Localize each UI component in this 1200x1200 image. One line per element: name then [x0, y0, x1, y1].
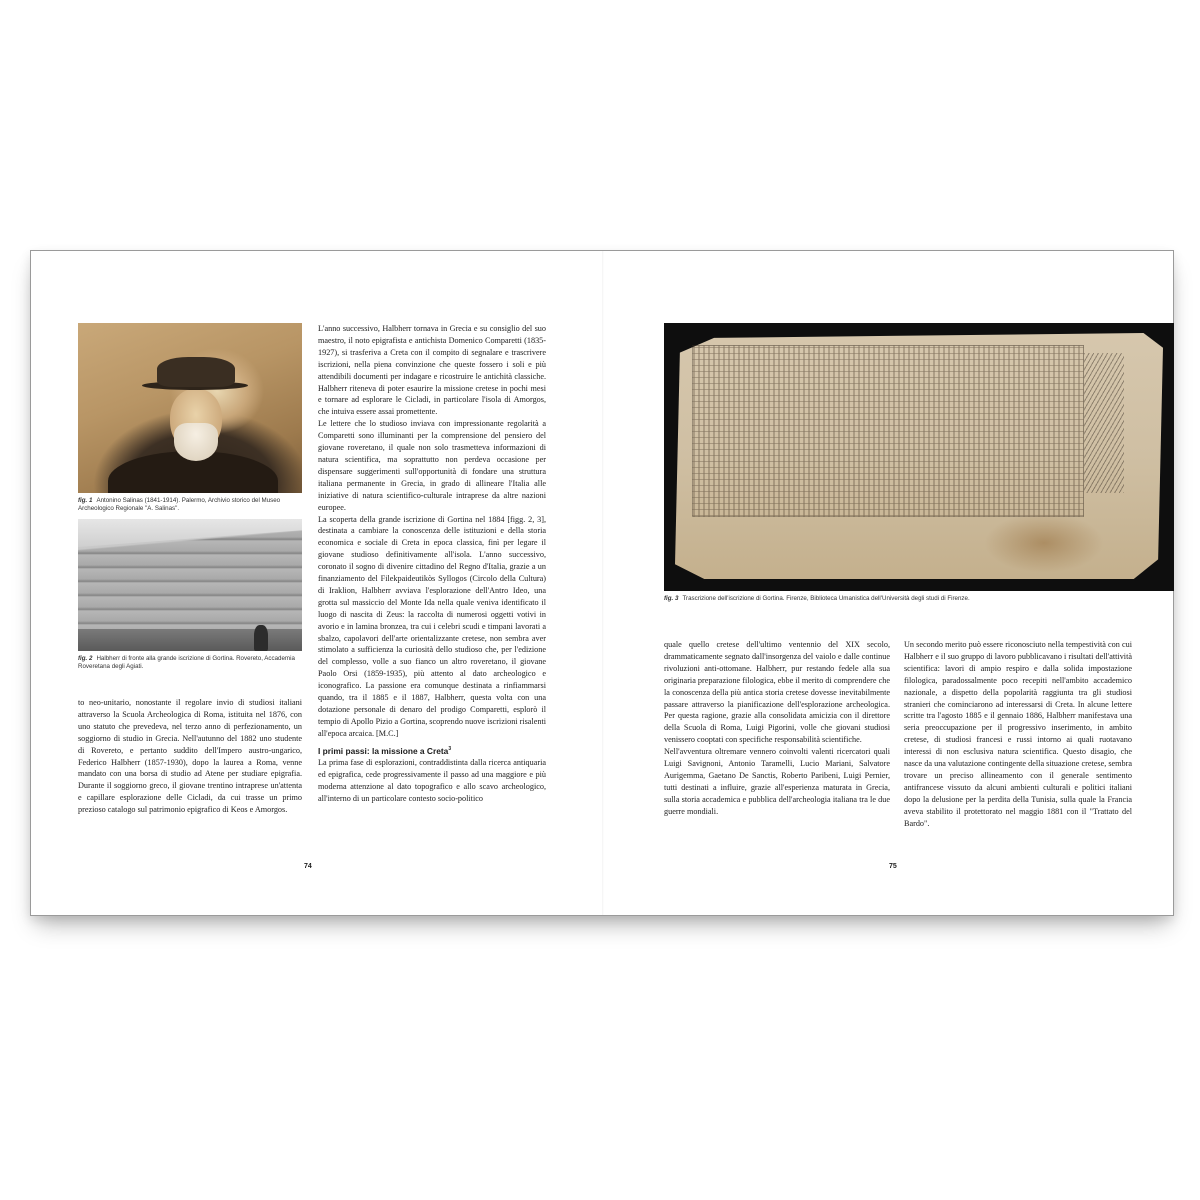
photo-gortina-wall — [78, 519, 302, 651]
left-col2-paragraph-1: L'anno successivo, Halbherr tornava in Grecia e su consiglio del suo maestro, il noto epigrafista e antichista Domenico Comparetti (1835-1927), si trasferiva a Creta con il compito di segnalare e trascrivere iscrizioni, nella piena convinzione che queste fossero i soli e più attendibili documenti per indagare e ricostruire le antichità classiche. Halbherr riteneva di poter esaurire la missione cretese in pochi mesi e tornare ad esplorare le Cicladi, in particolare l'isola di Amorgos, che intuiva essere assai promettente. — [318, 324, 546, 417]
fig1-caption — [78, 497, 302, 512]
left-col2-paragraph-4: La prima fase di esplorazioni, contraddistinta dalla ricerca antiquaria ed epigrafica, cede progressivamente il passo ad una maggiore e più moderna attenzione al dato topografico e allo scavo archeologico, all'interno di un particolare contesto socio-politico — [318, 758, 546, 804]
photo-gortina-transcription — [664, 323, 1174, 591]
fig3-caption-label: fig. 3 — [664, 595, 679, 602]
fig2-caption-label: fig. 2 — [78, 655, 93, 662]
section-heading-text: I primi passi: la missione a Creta — [318, 745, 449, 756]
left-column-1-text — [78, 697, 302, 816]
fig2-caption-text: Halbherr di fronte alla grande iscrizione di Gortina. Rovereto, Accademia Roveretana degli Agiati. — [78, 655, 295, 670]
section-heading — [318, 744, 546, 758]
left-col1-paragraph: to neo-unitario, nonostante il regolare invio di studiosi italiani attraverso la Scuola Archeologica di Roma, istituita nel 1876, con uno statuto che prevedeva, nel terzo anno di perfezionamento, un soggiorno di studio in Grecia. Nell'autunno del 1882 uno studente di Rovereto, e pertanto suddito dell'Impero austro-ungarico, Federico Halbherr (1857-1930), dopo la laurea a Roma, venne mandato con una borsa di studio ad Atene per studiare epigrafia. Durante il soggiorno greco, il giovane trentino intraprese un'attenta e capillare esplorazione delle Cicladi, da cui trasse un primo prezioso catalogo sul patrimonio epigrafico di Keos e Amorgos. — [78, 698, 302, 815]
left-col2-paragraph-2: Le lettere che lo studioso inviava con impressionante regolarità a Comparetti sono illuminanti per la comprensione del pensiero del giovane roveretano, il quale non solo trasmetteva informazioni di natura scientifica, ma soprattutto non perdeva occasione per dispensare suggerimenti sull'opportunità di fondare una struttura italiana permanente in Grecia, in grado di allineare l'Italia alle iniziative di natura scientifico-culturale intraprese da altre nazioni europee. — [318, 419, 546, 512]
fig3-caption — [664, 595, 1174, 603]
right-col1-paragraph-1: quale quello cretese dell'ultimo ventennio del XIX secolo, drammaticamente segnato dall'insorgenza del vaiolo e dalle continue rivoluzioni anti-ottomane. Halbherr, pur restando fedele alla sua originaria preparazione filologica, ebbe il merito di comprendere che la conoscenza della più antica storia cretese dovesse inevitabilmente passare attraverso la pianificazione dell'esplorazione archeologica. Per questa ragione, grazie alla consolidata amicizia con il direttore della Scuola di Roma, Luigi Pigorini, volle che giovani studiosi venissero cooptati con specifiche responsabilità scientifiche. — [664, 640, 890, 745]
right-column-2-text — [904, 639, 1132, 830]
right-column-1-text — [664, 639, 890, 818]
left-col2-paragraph-3: La scoperta della grande iscrizione di Gortina nel 1884 [figg. 2, 3], destinata a cambiare la conoscenza delle istituzioni e della storia economica e sociale di Creta in epoca classica, finì per legare il giovane studioso definitivamente all'isola. L'anno successivo, coronato il sogno di divenire cittadino del Regno d'Italia, grazie a un finanziamento del Filekpaideutikòs Syllogos (Circolo della Cultura) di Iraklion, Halbherr avviava l'esplorazione dell'Antro Ideo, una grotta sul massiccio del Monte Ida nella quale veniva identificato il luogo di nascita di Zeus: la raccolta di numerosi oggetti votivi in avorio e in lamina bronzea, tra cui i celebri scudi e timpani lavorati a sbalzo, capolavori dell'arte orientalizzante cretese, non sembra aver stimolato a sufficienza la curiosità dello studioso che, per l'edizione del complesso, volle a suo fianco un altro roveretano, il giovane Paolo Orsi (1859-1935), più attento al dato archeologico e iconografico. La passione era comunque destinata a rinfiammarsi quando, tra il 1885 e il 1887, Halbherr, questa volta con una dotazione personale di denaro del prodigo Comparetti, esplorò il tempio di Apollo Pizio a Gortina, scoprendo nuove iscrizioni risalenti all'epoca arcaica. [M.C.] — [318, 514, 546, 738]
book-gutter — [602, 251, 604, 915]
fig2-caption — [78, 655, 302, 670]
fig3-caption-text: Trascrizione dell'iscrizione di Gortina. Firenze, Biblioteca Umanistica dell'Università degli studi di Firenze. — [682, 595, 970, 602]
fig1-caption-label: fig. 1 — [78, 497, 93, 504]
section-heading-note: 3 — [448, 745, 452, 752]
fig1-caption-text: Antonino Salinas (1841-1914). Palermo, Archivio storico del Museo Archeologico Regionale "A. Salinas". — [78, 497, 281, 512]
right-col2-paragraph: Un secondo merito può essere riconosciuto nella tempestività con cui Halbherr e il suo gruppo di lavoro pubblicavano i risultati dell'attività scientifica: lavori di ampio respiro e dalla solida impostazione filologica, paradossalmente poco recepiti nell'ambito accademico nazionale, a dispetto della popolarità raggiunta tra gli studiosi stranieri che cominciarono ad interessarsi di Creta. In alcune lettere scritte tra l'agosto 1885 e il gennaio 1886, Halbherr manifestava una seria preoccupazione per il progressivo inserimento, in ambito cretese, di studiosi francesi e russi intorno ai quali ruotavano interessi di non esclusiva natura scientifica. Questo disagio, che nasce da una valutazione contingente della situazione cretese, sembra trovare un preciso allineamento con il generale sentimento antifrancese vissuto da alcuni ambienti culturali e politici italiani dopo la delusione per la perdita della Tunisia, sulla quale la Francia aveva stabilito il protettorato nel maggio 1881 con il "Trattato del Bardo". — [904, 640, 1132, 828]
page-number-right: 75 — [889, 863, 897, 870]
right-col1-paragraph-2: Nell'avventura oltremare vennero coinvolti valenti ricercatori quali Luigi Savignoni, Antonio Taramelli, Lucio Mariani, Salvatore Aurigemma, Gaetano De Sanctis, Roberto Paribeni, Luigi Pernier, tutti destinati a influire, grazie all'esperienza maturata in Grecia, sulla storia accademica e pubblica dell'archeologia italiana tra le due guerre mondiali. — [664, 747, 890, 816]
photo-antonino-salinas — [78, 323, 302, 493]
book-spread — [30, 250, 1174, 916]
page-number-left: 74 — [304, 863, 312, 870]
left-column-2-text — [318, 323, 546, 805]
